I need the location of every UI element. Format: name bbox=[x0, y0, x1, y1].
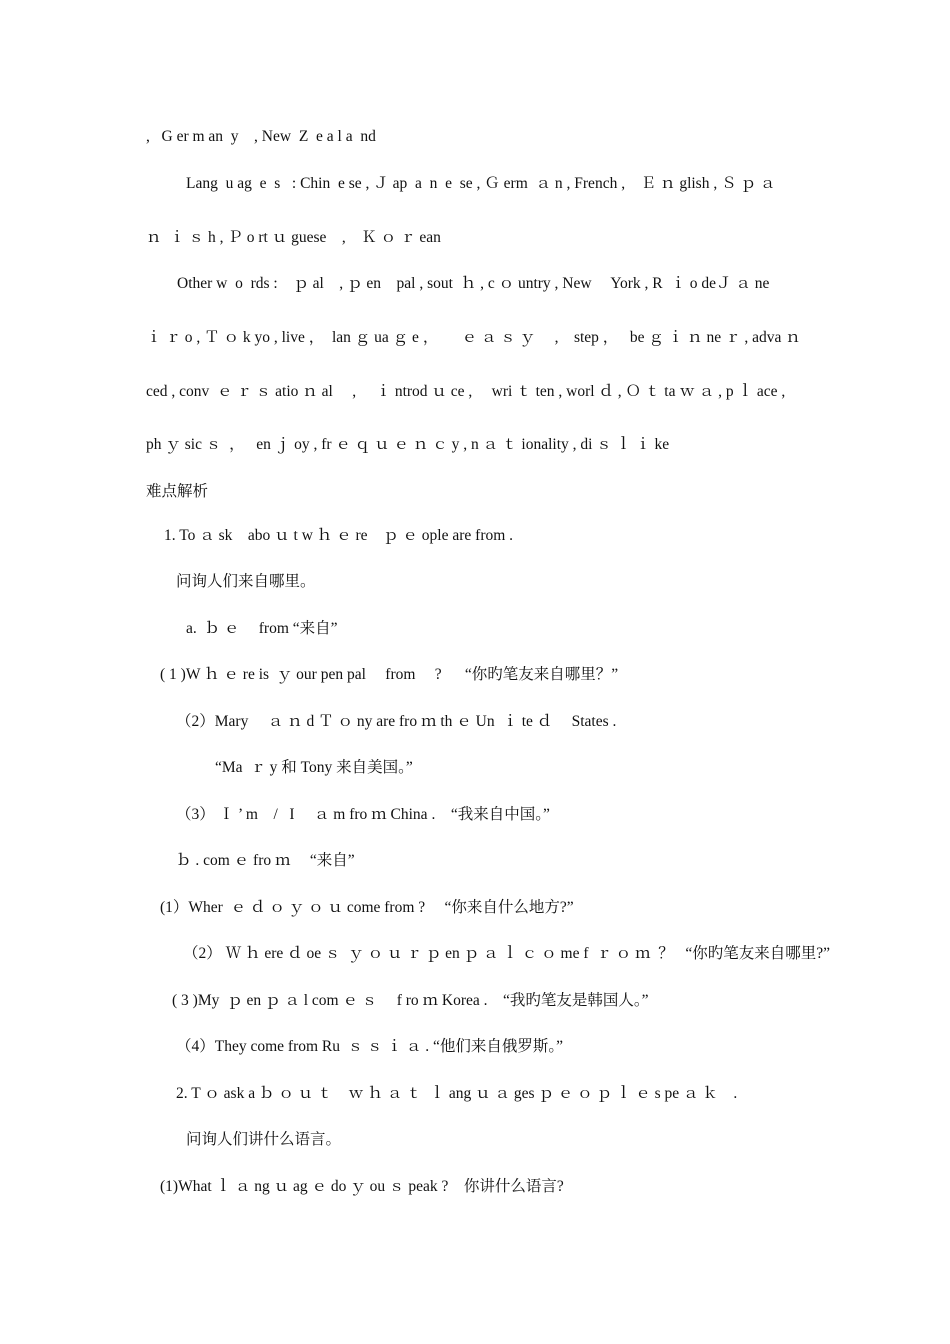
languages-line-cont: ｎ ｉ ｓ h , Ｐ o rt ｕ guese , Ｋ ｏ ｒ ean bbox=[146, 229, 441, 246]
country-list-tail: , G er m an y , New Z e a l a nd bbox=[146, 128, 376, 145]
point-1-translation: 问询人们来自哪里。 bbox=[176, 573, 316, 590]
point-1-title: 1. To ａ sk abo ｕ t w ｈ ｅ re ｐ ｅ ople are from . bbox=[164, 527, 514, 544]
section-heading: 难点解析 bbox=[146, 483, 209, 500]
example-a2: （2）Mary ａ ｎ d Ｔ ｏ ny are fro ｍ th ｅ Un ｉ te ｄ States . bbox=[176, 713, 617, 730]
example-b3: ( 3 )My ｐ en ｐ ａ l com ｅ ｓ f ro ｍ Korea . “我旳笔友是韩国人。” bbox=[172, 992, 649, 1009]
example-a3: （3） Ｉ ’ m / I ａ m fro ｍ China . “我来自中国。” bbox=[176, 806, 550, 823]
other-words-line: Other w o rds : ｐ al , ｐ en pal , sout ｈ , c ｏ untry , New York , R ｉ o deＪ ａ ne bbox=[177, 275, 770, 292]
other-words-cont-1: ｉ ｒ o , Ｔ ｏ k yo , live ， lan ｇ ua ｇ e ， ｅ ａ ｓ ｙ , step ， be ｇ ｉ ｎ ne ｒ , adva ｎ bbox=[146, 329, 801, 346]
example-a2-translation: “Ma ｒ y 和 Tony 来自美国。” bbox=[215, 759, 413, 776]
example-a1: ( 1 )W ｈ ｅ re is ｙ our pen pal from ? “你旳笔友来自哪里？” bbox=[160, 666, 619, 683]
point-2-translation: 问询人们讲什么语言。 bbox=[186, 1131, 342, 1148]
example-b4: （4）They come from Ru ｓ ｓ ｉ ａ . “他们来自俄罗斯。” bbox=[176, 1038, 564, 1055]
example-2-1: (1)What ｌ ａ ng ｕ ag ｅ do ｙ ou ｓ peak ? 你讲什么语言? bbox=[160, 1178, 564, 1195]
example-b1: (1）Wher ｅ ｄ ｏ ｙ ｏ ｕ come from ? “你来自什么地方?” bbox=[160, 899, 574, 916]
point-2-title: 2. T ｏ ask a ｂ ｏ ｕ ｔ ｗ ｈ ａ ｔ ｌ ang ｕ ａ ges ｐ ｅ ｏ ｐ ｌ ｅ s pe ａ ｋ . bbox=[176, 1085, 738, 1102]
other-words-cont-2: ced , conv ｅ ｒ ｓ atio ｎ al , ｉ ntrod ｕ ce , wri ｔ ten , worl ｄ , Ｏ ｔ ta ｗ ａ , p ｌ ace , bbox=[146, 383, 786, 400]
example-b2: （2） Ｗ ｈ ere ｄ oe ｓ ｙ ｏ ｕ ｒ ｐ en ｐ ａ ｌ ｃ ｏ me f ｒ ｏ ｍ ？ “你旳笔友来自哪里?” bbox=[183, 945, 831, 962]
languages-line: Lang u ag e s : Chin e se , Ｊ ap a n e se , Ｇ erm ａ n , French , Ｅ ｎ glish , Ｓ ｐ ａ bbox=[186, 175, 776, 192]
other-words-cont-3: ph ｙ sic ｓ ， en ｊ oy , fr ｅ ｑ ｕ ｅ ｎ ｃ y , n ａ ｔ ionality , di ｓ ｌ ｉ ke bbox=[146, 436, 670, 453]
sub-b-title: ｂ . com ｅ fro ｍ “来自” bbox=[176, 852, 355, 869]
sub-a-title: a. ｂ ｅ from “来自” bbox=[186, 620, 338, 637]
